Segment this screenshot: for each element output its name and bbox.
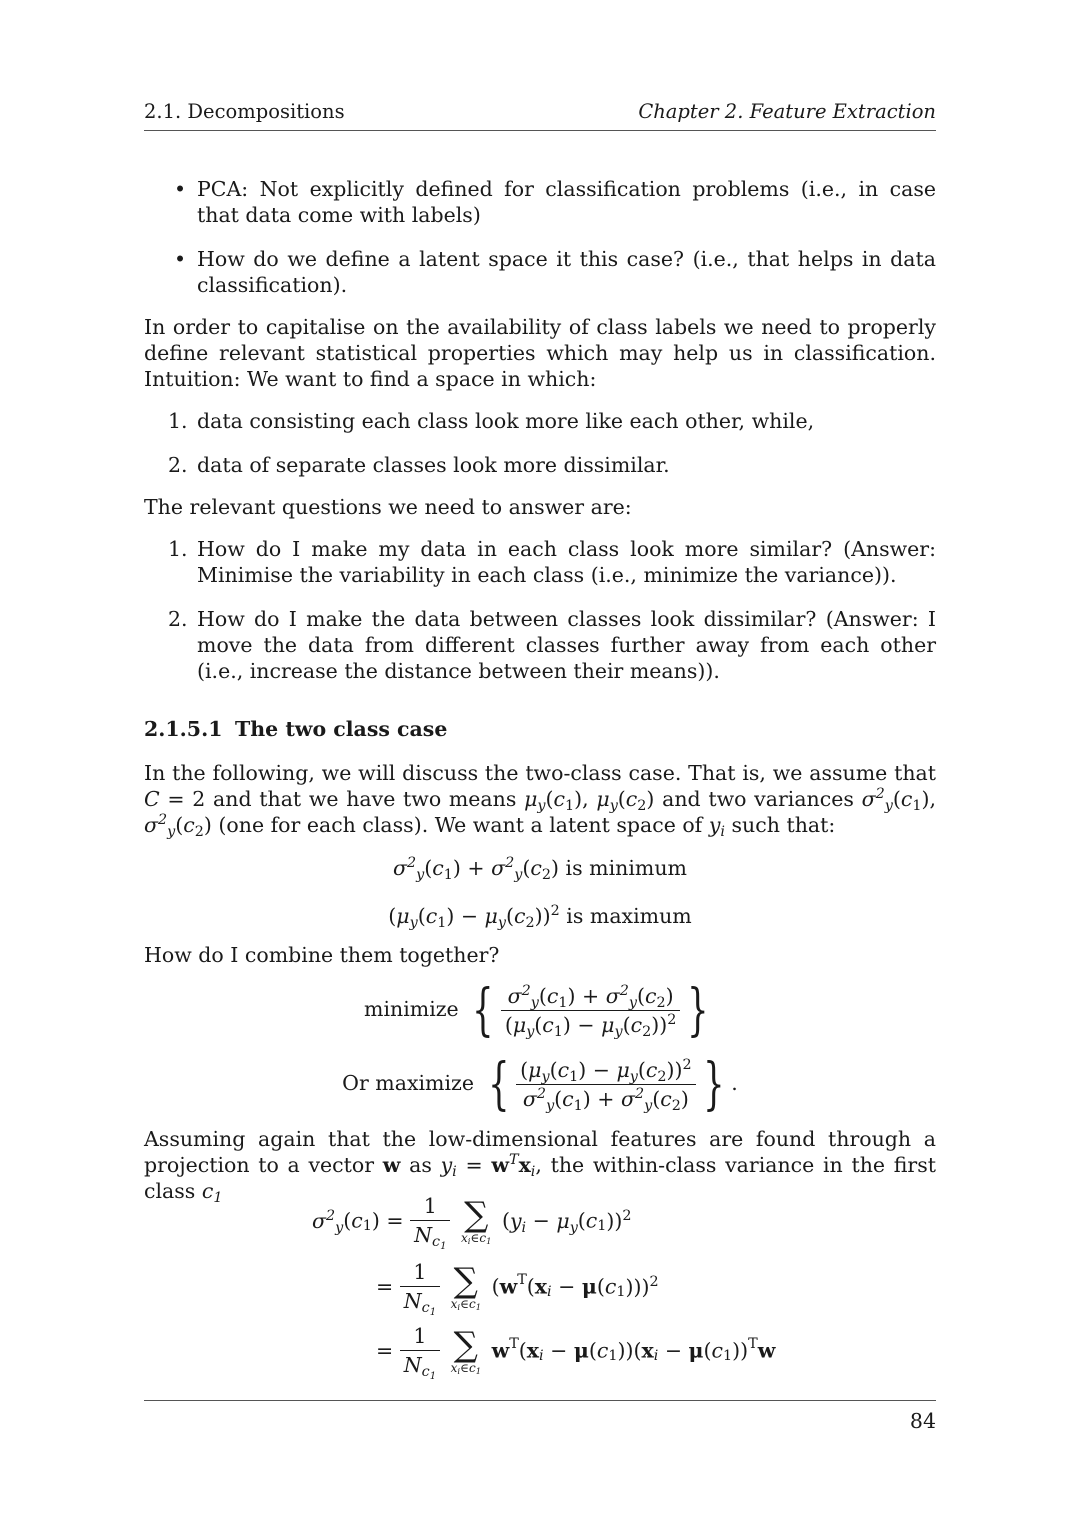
text-run: In the following, we will discuss the two-class case. That is, we assume that	[144, 761, 936, 785]
math-inline: $\sigma^2_y$	[861, 786, 893, 815]
paragraph-intuition: In order to capitalise on the availability of class labels we need to properly define relevant statistical properties which may help us in classification. Intuition: We want to find a space in which:	[144, 315, 936, 391]
page-footer	[144, 1400, 936, 1433]
equation-maximize: Or maximize { $\frac{(\mu_y(c_1) - \mu_y(c_2))^2}{\sigma^2_y(c_1) + \sigma^2_y(c_2)}$ } .	[342, 1051, 738, 1117]
text-run: , the within-class variance in the first class	[144, 1153, 936, 1203]
eq-label: is maximum	[566, 904, 692, 928]
equation-row: $\sigma^2_y(c_1)$ = $\frac{1}{N_{c_1}}$ ∑ $x_i\in c_1$ $(y_i - \mu_y(c_1))^2$	[312, 1194, 632, 1253]
running-header	[144, 100, 936, 131]
paragraph-questions: The relevant questions we need to answer are:	[144, 495, 632, 519]
bullet-text: How do we define a latent space it this case? (i.e., that helps in data classification).	[197, 247, 936, 297]
list-number: 1.	[168, 537, 188, 561]
list-item	[144, 452, 936, 478]
math-inline: w	[382, 1153, 401, 1177]
header-section: 2.1. Decompositions	[144, 100, 345, 123]
bullet-marker: •	[174, 247, 187, 271]
bullet-text: PCA: Not explicitly defined for classification problems (i.e., in case that data come with labels)	[197, 177, 936, 227]
list-number: 2.	[168, 607, 188, 631]
eq-label: Or maximize	[342, 1071, 474, 1095]
page-number: 84	[909, 1409, 936, 1433]
list-text: data of separate classes look more dissimilar.	[197, 453, 670, 477]
text-run: such that:	[731, 813, 836, 837]
math-inline: $y_i$	[708, 813, 725, 841]
text-run: Assuming again that the low-dimensional features are found through a projection to a vector	[144, 1127, 936, 1177]
section-number: 2.1.5.1	[144, 717, 223, 741]
eq-label: minimize	[364, 997, 459, 1021]
math-inline: $\mu_y$	[524, 787, 546, 815]
equation-row: = $\frac{1}{N_{c_1}}$ ∑ $x_i\in c_1$ $(w^T(x_i - \mu(c_1)))^2$	[376, 1260, 659, 1319]
equation-row: = $\frac{1}{N_{c_1}}$ ∑ $x_i\in c_1$ $w^T(x_i - \mu(c_1))(x_i - \mu(c_1))^Tw$	[376, 1324, 776, 1383]
list-text: How do I make my data in each class look more similar? (Answer: Minimise the variability in each class (i.e., minimize the variance)).	[197, 537, 936, 587]
text-run: and two variances	[662, 787, 854, 811]
paragraph-two-class: In the following, we will discuss the two-class case. That is, we assume that C = 2 and that we have two means $\mu_y(c_1)$, $\mu_y(c_2)$ and two variances $\sigma^2_y(c_1)$, $\sigma^2_y(c_2)$ (one for each class). We want a latent space of $y_i$ such that:	[144, 761, 936, 841]
list-item	[144, 408, 936, 434]
eq-label: is minimum	[565, 856, 687, 880]
equation-minimize: minimize { $\frac{\sigma^2_y(c_1) + \sigma^2_y(c_2)}{(\mu_y(c_1) - \mu_y(c_2))^2}$ }	[364, 977, 709, 1043]
text-run: as	[409, 1153, 432, 1177]
list-item	[144, 606, 936, 684]
equation-variance-sum: $\sigma^2_y(c_1) + \sigma^2_y(c_2)$ is minimum	[393, 855, 687, 884]
text-run: and that we have two means	[213, 787, 517, 811]
math-inline: $y_i$	[440, 1153, 457, 1181]
section-title: The two class case	[235, 717, 448, 741]
bullet-item	[144, 176, 936, 228]
math-inline: $c_1$	[201, 1179, 223, 1207]
section-heading	[144, 717, 447, 741]
list-item	[144, 536, 936, 588]
paragraph-projection: Assuming again that the low-dimensional features are found through a projection to a vector w as $y_i = w^Tx_i$, the within-class variance in the first class $c_1$	[144, 1127, 936, 1207]
text-run: (one for each class). We want a latent space of	[218, 813, 703, 837]
paragraph-combine: How do I combine them together?	[144, 943, 500, 967]
equation-mean-diff: $(\mu_y(c_1) - \mu_y(c_2))^2$ is maximum	[388, 903, 692, 932]
header-chapter: Chapter 2. Feature Extraction	[638, 100, 936, 123]
list-number: 1.	[168, 409, 188, 433]
list-number: 2.	[168, 453, 188, 477]
bullet-marker: •	[174, 177, 187, 201]
math-inline: C	[144, 787, 160, 811]
list-text: data consisting each class look more like each other, while,	[197, 409, 815, 433]
bullet-item	[144, 246, 936, 298]
list-text: How do I make the data between classes look dissimilar? (Answer: I move the data from different classes further away from each other (i.e., increase the distance between their means)).	[197, 607, 936, 683]
